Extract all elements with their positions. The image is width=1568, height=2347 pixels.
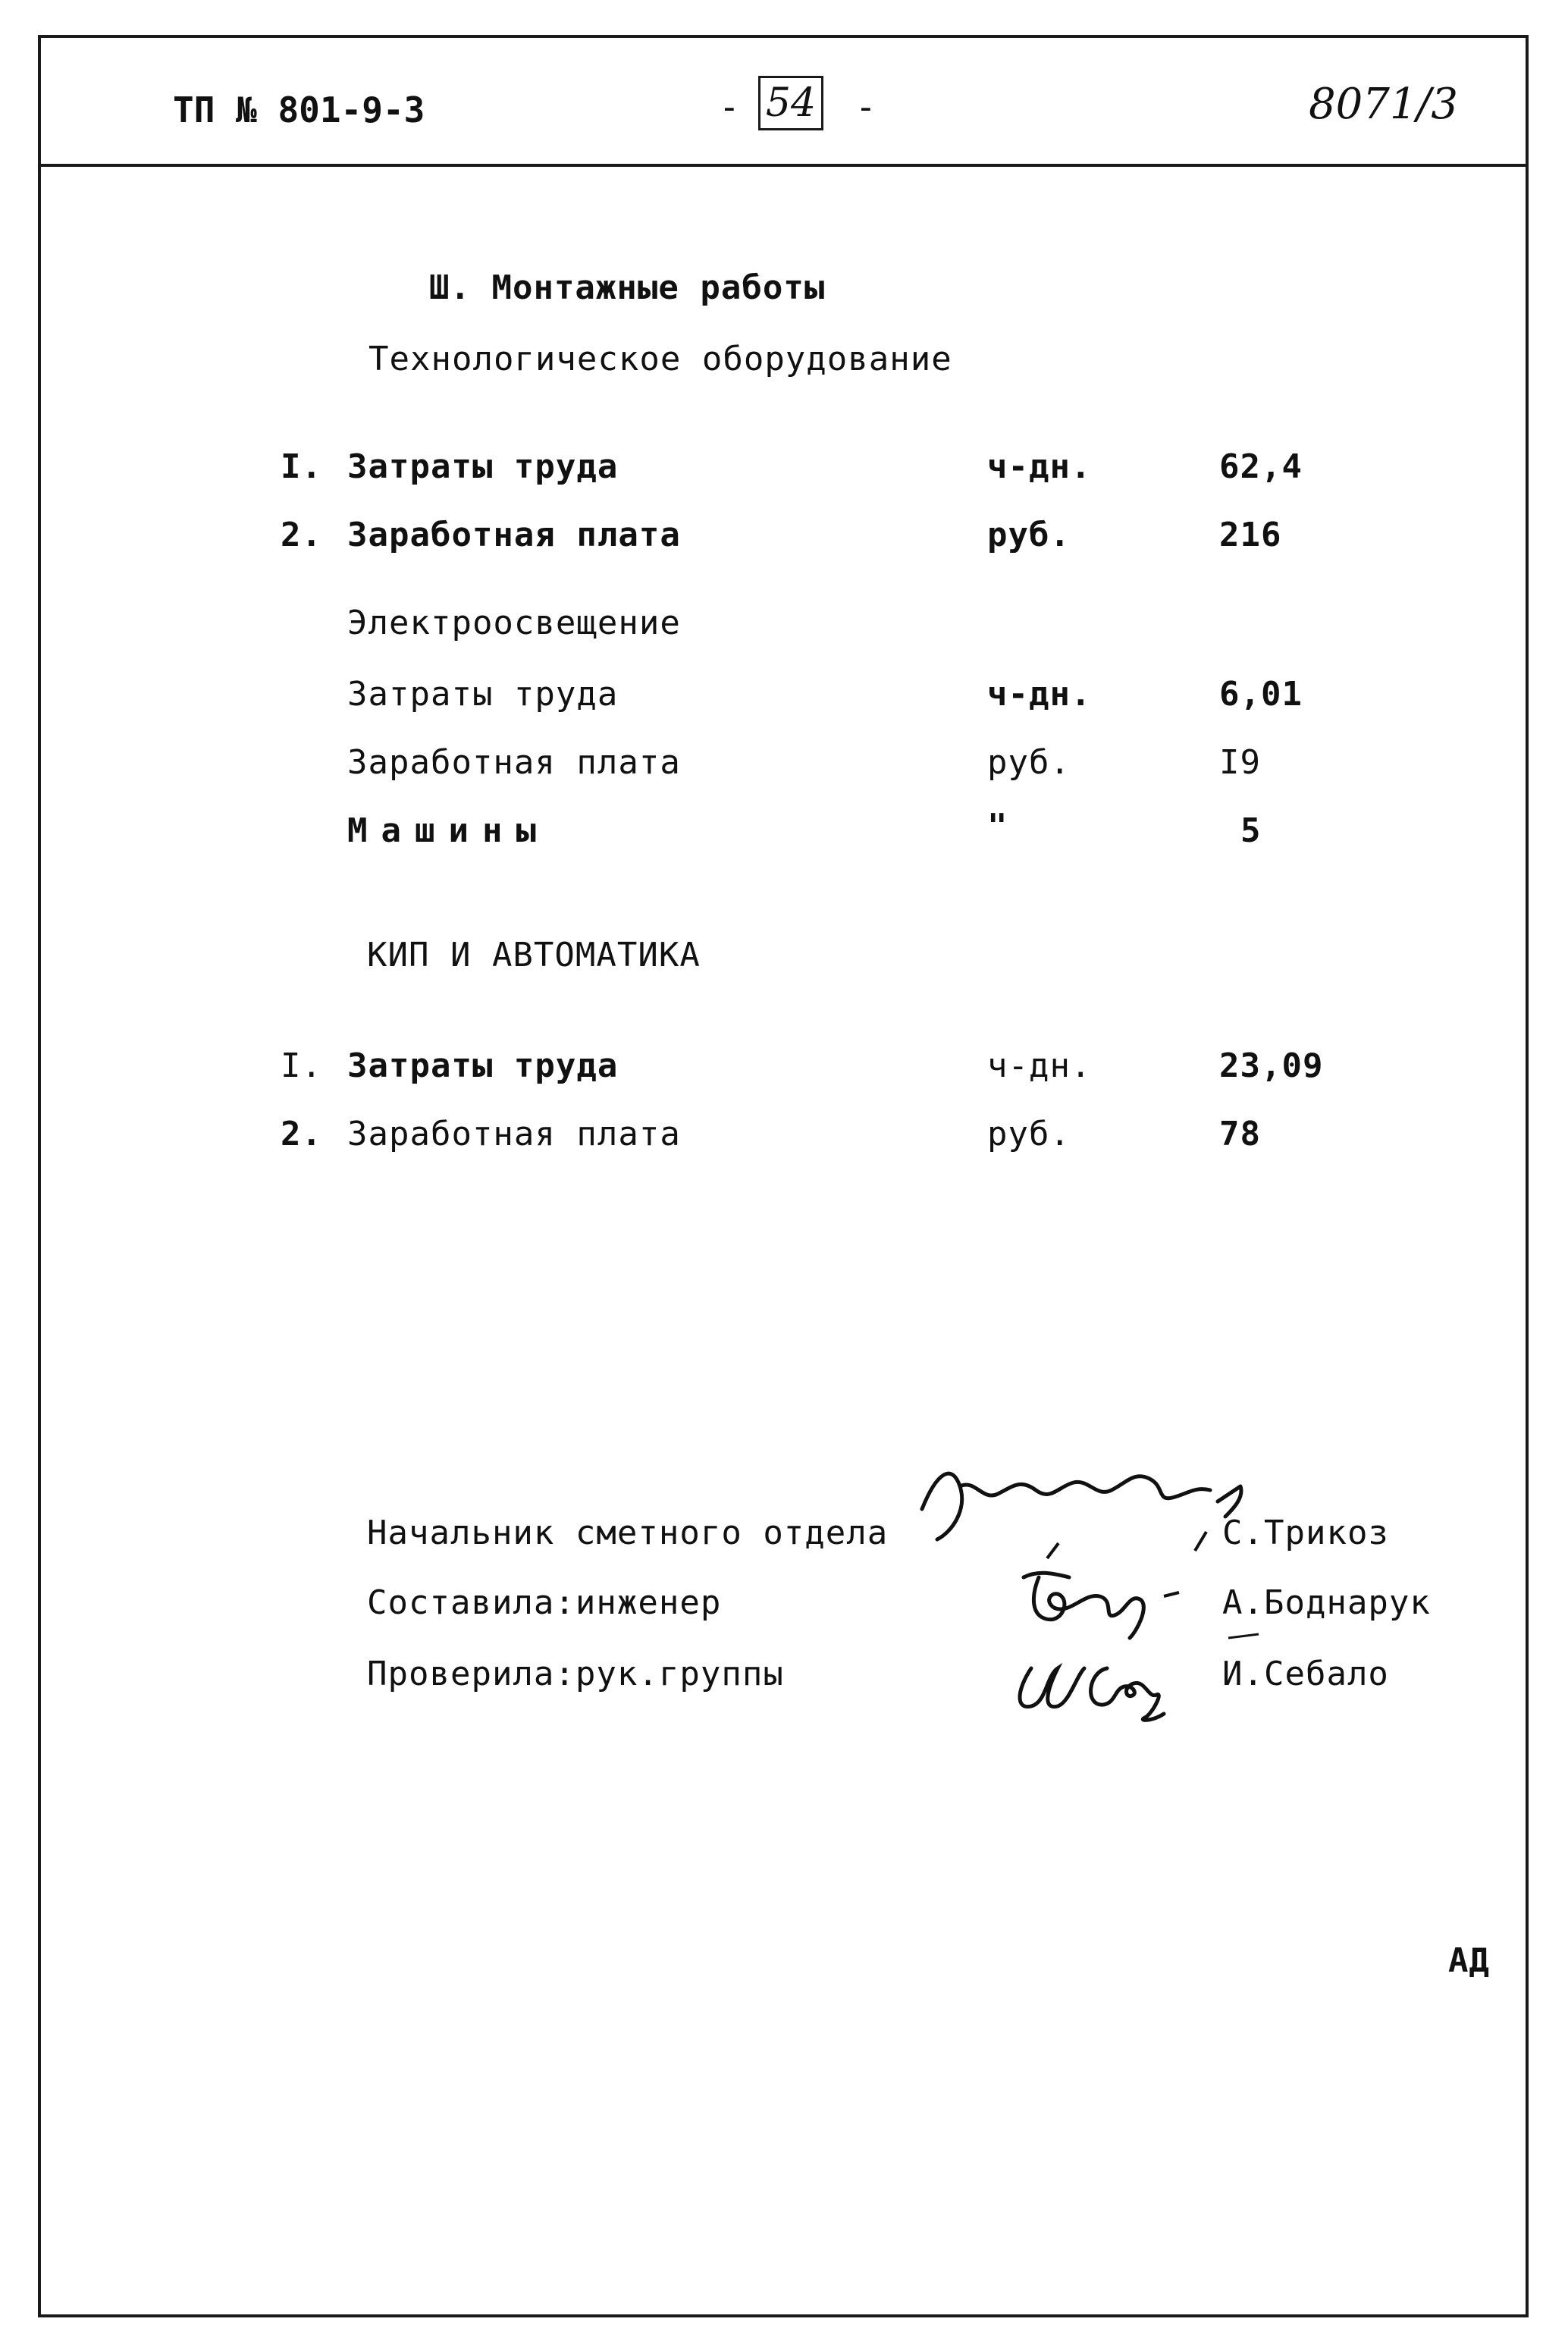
row-value: 62,4 xyxy=(1219,447,1303,486)
row-value: 5 xyxy=(1240,811,1262,850)
row-label: Заработная плата xyxy=(347,743,681,782)
row-label: Машины xyxy=(347,811,550,850)
signature-name: И.Себало xyxy=(1222,1655,1389,1693)
row-value: 78 xyxy=(1219,1115,1261,1153)
row-value: 216 xyxy=(1219,516,1282,554)
row-number: I. xyxy=(281,447,322,486)
doc-code: ТП № 801-9-3 xyxy=(173,89,425,130)
handwritten-signature-3 xyxy=(1001,1646,1198,1729)
row-unit: ч-дн. xyxy=(987,1046,1092,1085)
row-number: 2. xyxy=(281,1115,322,1153)
header-divider xyxy=(38,164,1529,167)
row-label: Затраты труда xyxy=(347,447,619,486)
signature-name: А.Боднарук xyxy=(1222,1583,1431,1622)
row-unit: руб. xyxy=(987,516,1071,554)
row-unit: руб. xyxy=(987,743,1071,782)
kip-title: КИП И АВТОМАТИКА xyxy=(367,936,701,974)
lighting-title: Электроосвещение xyxy=(347,604,681,642)
signature-role: Начальник сметного отдела xyxy=(367,1514,889,1552)
row-label: Заработная плата xyxy=(347,516,681,554)
doc-number: 8071/3 xyxy=(1309,80,1459,129)
row-unit: руб. xyxy=(987,1115,1071,1153)
row-unit: ч-дн. xyxy=(987,447,1092,486)
row-label: Затраты труда xyxy=(347,1046,619,1085)
row-label: Затраты труда xyxy=(347,675,619,714)
signature-name: С.Трикоз xyxy=(1222,1514,1389,1552)
row-number: I. xyxy=(281,1046,322,1085)
row-unit: " xyxy=(987,807,1008,846)
section-title: Ш. Монтажные работы xyxy=(429,268,826,307)
row-label: Заработная плата xyxy=(347,1115,681,1153)
row-unit: ч-дн. xyxy=(987,675,1092,714)
row-number: 2. xyxy=(281,516,322,554)
handwritten-signature-2 xyxy=(1008,1562,1206,1646)
page-dash-right: - xyxy=(855,86,877,127)
section-subtitle: Технологическое оборудование xyxy=(368,340,952,378)
page-dash-left: - xyxy=(719,86,740,127)
row-value: I9 xyxy=(1219,743,1261,782)
row-value: 6,01 xyxy=(1219,675,1303,714)
page-number: 54 xyxy=(758,76,823,130)
handwritten-signature-1 xyxy=(907,1456,1271,1562)
row-value: 23,09 xyxy=(1219,1046,1324,1085)
signature-role: Проверила:рук.группы xyxy=(367,1655,784,1693)
signature-role: Составила:инженер xyxy=(367,1583,722,1622)
footer-mark: АД xyxy=(1448,1941,1490,1980)
